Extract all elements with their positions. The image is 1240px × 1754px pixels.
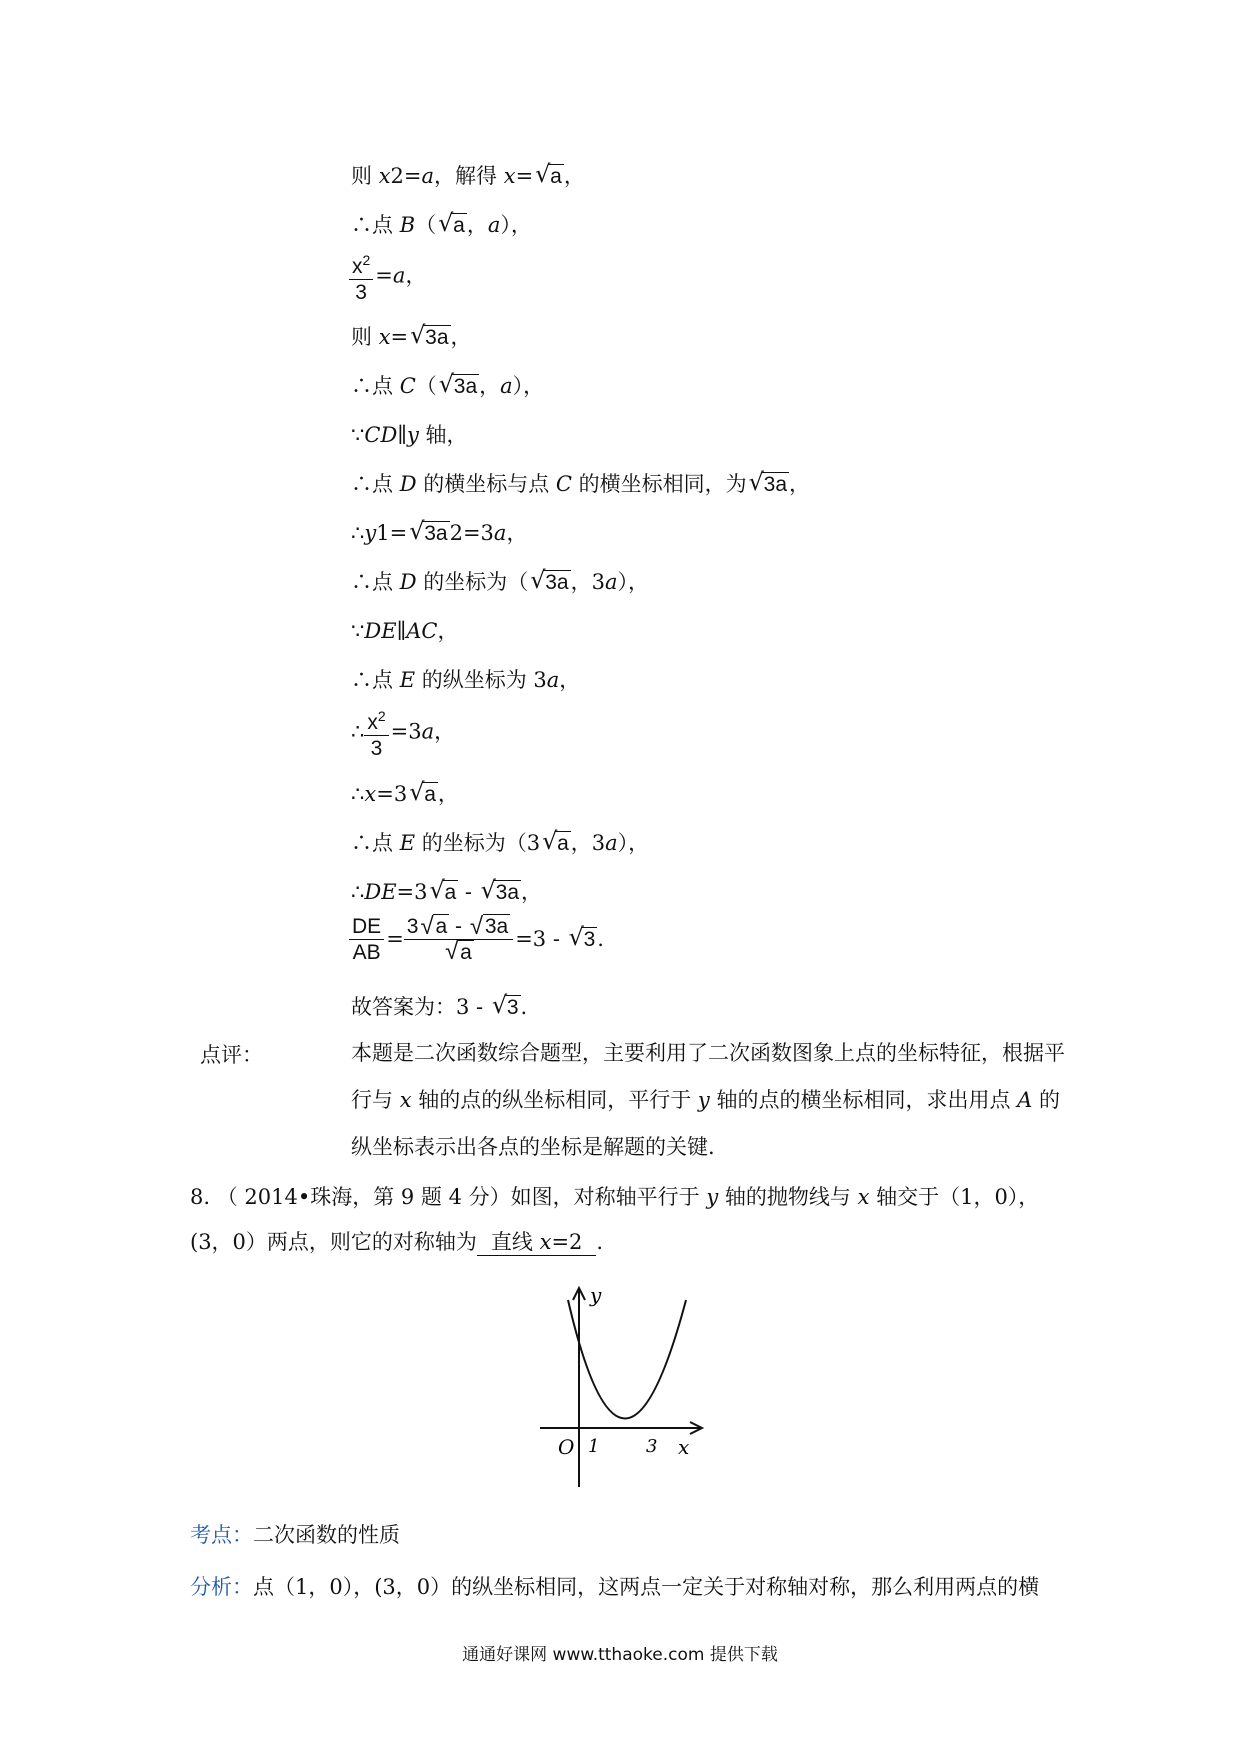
solution-line-15: ∴DE=3 √ a - √ 3a， (351, 878, 542, 907)
x-axis-label: x (678, 1435, 690, 1459)
sqrt: √ 3 (491, 991, 519, 1019)
sqrt: √ 3a (438, 370, 478, 398)
fenxi-line (190, 1573, 1039, 1601)
sqrt: √ a (542, 827, 569, 855)
fraction: $\frac{x^2}{3}$ (349, 248, 373, 306)
solution-line-4: 则 x= √ 3a， (351, 323, 472, 352)
solution-line-1: 则 x2=a，解得 x= √ a， (351, 162, 585, 191)
solution-line-8: ∴y1= √ 3a2=3a， (351, 519, 527, 548)
sqrt: √ 3a (480, 876, 520, 904)
page-footer: 通通好课网 www.tthaoke.com 提供下载 (462, 1645, 778, 1665)
answer-line: 故答案为：3 - √ 3. (351, 993, 527, 1022)
fraction-de-ab: $\frac{DE}{AB}$ (349, 915, 384, 966)
kaodian-line (190, 1521, 400, 1549)
sqrt: √ a (438, 209, 465, 237)
solution-line-14: ∴点 E 的坐标为（3 √ a，3a）， (351, 829, 649, 858)
comment-label: 点评： (200, 1043, 263, 1067)
parabola-graph (538, 1282, 738, 1502)
sqrt: √ a (429, 876, 457, 904)
solution-line-2: ∴点 B（ √ a，a）， (351, 211, 532, 240)
origin-label: O (558, 1435, 575, 1459)
parabola-curve (568, 1300, 686, 1419)
sqrt: √ 3 (568, 923, 596, 951)
sqrt: √ 3a (409, 517, 448, 545)
answer-blank: 直线 x=2 (477, 1229, 597, 1256)
fraction: $\frac{x^2}{3}$ (364, 704, 388, 762)
comment-text: 本题是二次函数综合题型，主要利用了二次函数图象上点的坐标特征，根据平行与 x 轴的点的纵坐标相同，平行于 y 轴的点的横坐标相同，求出用点 A 的纵坐标表示出各点的坐标是解题的关键. (351, 1041, 1065, 1159)
solution-line-13: ∴x=3 √ a， (351, 780, 459, 809)
tick-label-1: 1 (588, 1436, 600, 1457)
fenxi-label: 分析： (190, 1575, 253, 1599)
solution-line-10: ∵DE∥AC， (351, 619, 459, 643)
sqrt: √ a (409, 778, 436, 806)
solution-line-12: ∴ $\frac{x^2}{3}$ =3a， (351, 704, 455, 762)
solution-line-3: $\frac{x^2}{3}$ =a， (349, 248, 426, 306)
sqrt: √ 3a (530, 566, 569, 594)
sqrt: √ a (535, 160, 562, 188)
question-8: 8. （ 2014•珠海，第 9 题 4 分）如图，对称轴平行于 y 轴的抛物线与 x 轴交于（1，0），(3，0）两点，则它的对称轴为 直线 x=2 . (190, 1185, 1040, 1254)
solution-line-11: ∴点 E 的纵坐标为 3a， (351, 668, 581, 692)
fraction-difference: 3 √ a - √ 3a √ a (404, 915, 513, 966)
kaodian-label: 考点： (190, 1523, 253, 1547)
fenxi-text: 点（1，0），(3，0）的纵坐标相同，这两点一定关于对称轴对称，那么利用两点的横 (253, 1575, 1040, 1599)
solution-line-9: ∴点 D 的坐标为（ √ 3a，3a）， (351, 568, 649, 597)
kaodian-text: 二次函数的性质 (253, 1523, 400, 1547)
solution-line-5: ∴点 C（ √ 3a，a）， (351, 372, 544, 401)
solution-line-7: ∴点 D 的横坐标与点 C 的横坐标相同，为 √ 3a， (351, 470, 810, 499)
solution-line-16: $\frac{DE}{AB}$ = 3 √ a - √ 3a √ a =3 - √ 3. (349, 915, 604, 966)
y-axis-label: y (590, 1283, 602, 1307)
sqrt: √ 3a (748, 468, 788, 496)
tick-label-3: 3 (646, 1436, 658, 1457)
solution-line-6: ∵CD∥y 轴， (351, 423, 468, 447)
sqrt: √ 3a (410, 321, 449, 349)
